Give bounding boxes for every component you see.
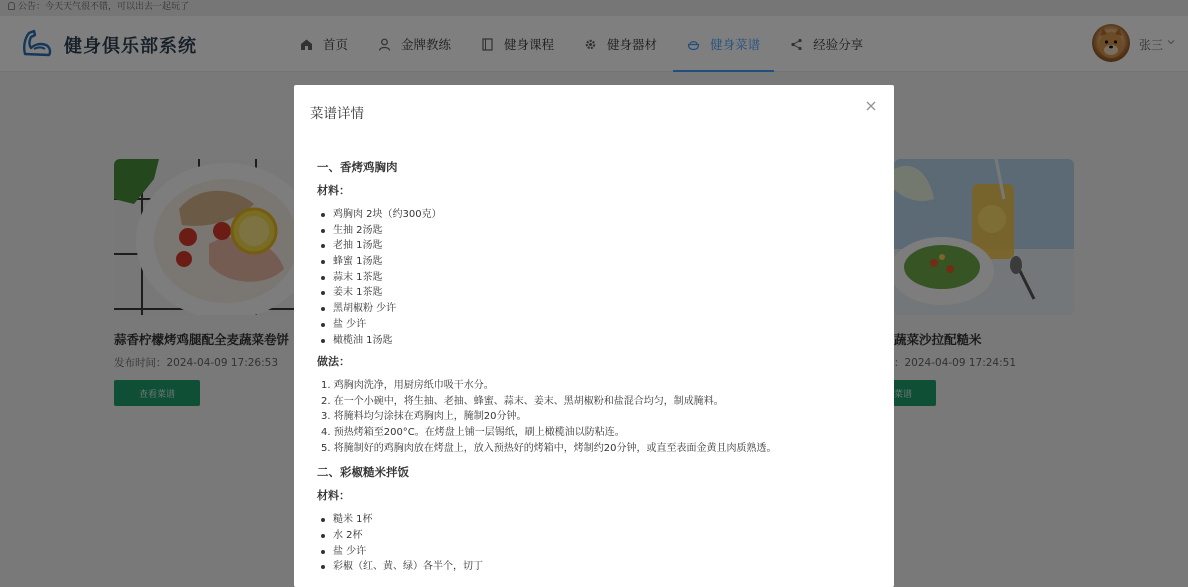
list-item: 鸡胸肉 2块（约300克） <box>317 207 877 223</box>
list-item: 老抽 1汤匙 <box>317 238 877 254</box>
list-item: 彩椒（红、黄、绿）各半个，切丁 <box>317 559 877 575</box>
list-item: 生抽 2汤匙 <box>317 223 877 239</box>
close-icon[interactable] <box>865 100 877 112</box>
list-item: 蜂蜜 1汤匙 <box>317 254 877 270</box>
list-item: 黑胡椒粉 少许 <box>317 301 877 317</box>
list-item: 橄榄油 1汤匙 <box>317 333 877 349</box>
ingredient-list <box>317 207 877 348</box>
recipe-heading: 一、香烤鸡胸肉 <box>317 160 398 174</box>
list-item: 3. 将腌料均匀涂抹在鸡胸肉上，腌制20分钟。 <box>321 411 527 423</box>
list-item: 4. 预热烤箱至200°C。在烤盘上铺一层锡纸，刷上橄榄油以防粘连。 <box>321 426 625 438</box>
list-item: 姜末 1茶匙 <box>317 285 877 301</box>
method-label: 做法： <box>317 355 350 369</box>
list-item: 糙米 1杯 <box>317 512 877 528</box>
list-item: 5. 将腌制好的鸡胸肉放在烤盘上，放入预热好的烤箱中，烤制约20分钟，或直至表面金黄且肉质熟透。 <box>321 442 777 454</box>
ingredient-list <box>317 512 877 575</box>
list-item: 盐 少许 <box>317 317 877 333</box>
ingredients-label: 材料： <box>317 184 350 197</box>
recipe-detail-dialog <box>294 85 894 587</box>
dialog-title: 菜谱详情 <box>310 106 364 122</box>
list-item: 盐 少许 <box>317 544 877 560</box>
list-item: 蒜末 1茶匙 <box>317 270 877 286</box>
list-item: 1. 鸡胸肉洗净，用厨房纸巾吸干水分。 <box>321 380 494 392</box>
recipe-content <box>317 159 877 581</box>
ingredients-label: 材料： <box>317 489 350 503</box>
list-item: 2. 在一个小碗中，将生抽、老抽、蜂蜜、蒜末、姜末、黑胡椒粉和盐混合均匀，制成腌料。 <box>321 395 724 407</box>
step-list <box>317 378 877 456</box>
list-item: 水 2杯 <box>317 528 877 544</box>
recipe-heading: 二、彩椒糙米拌饭 <box>317 465 409 480</box>
